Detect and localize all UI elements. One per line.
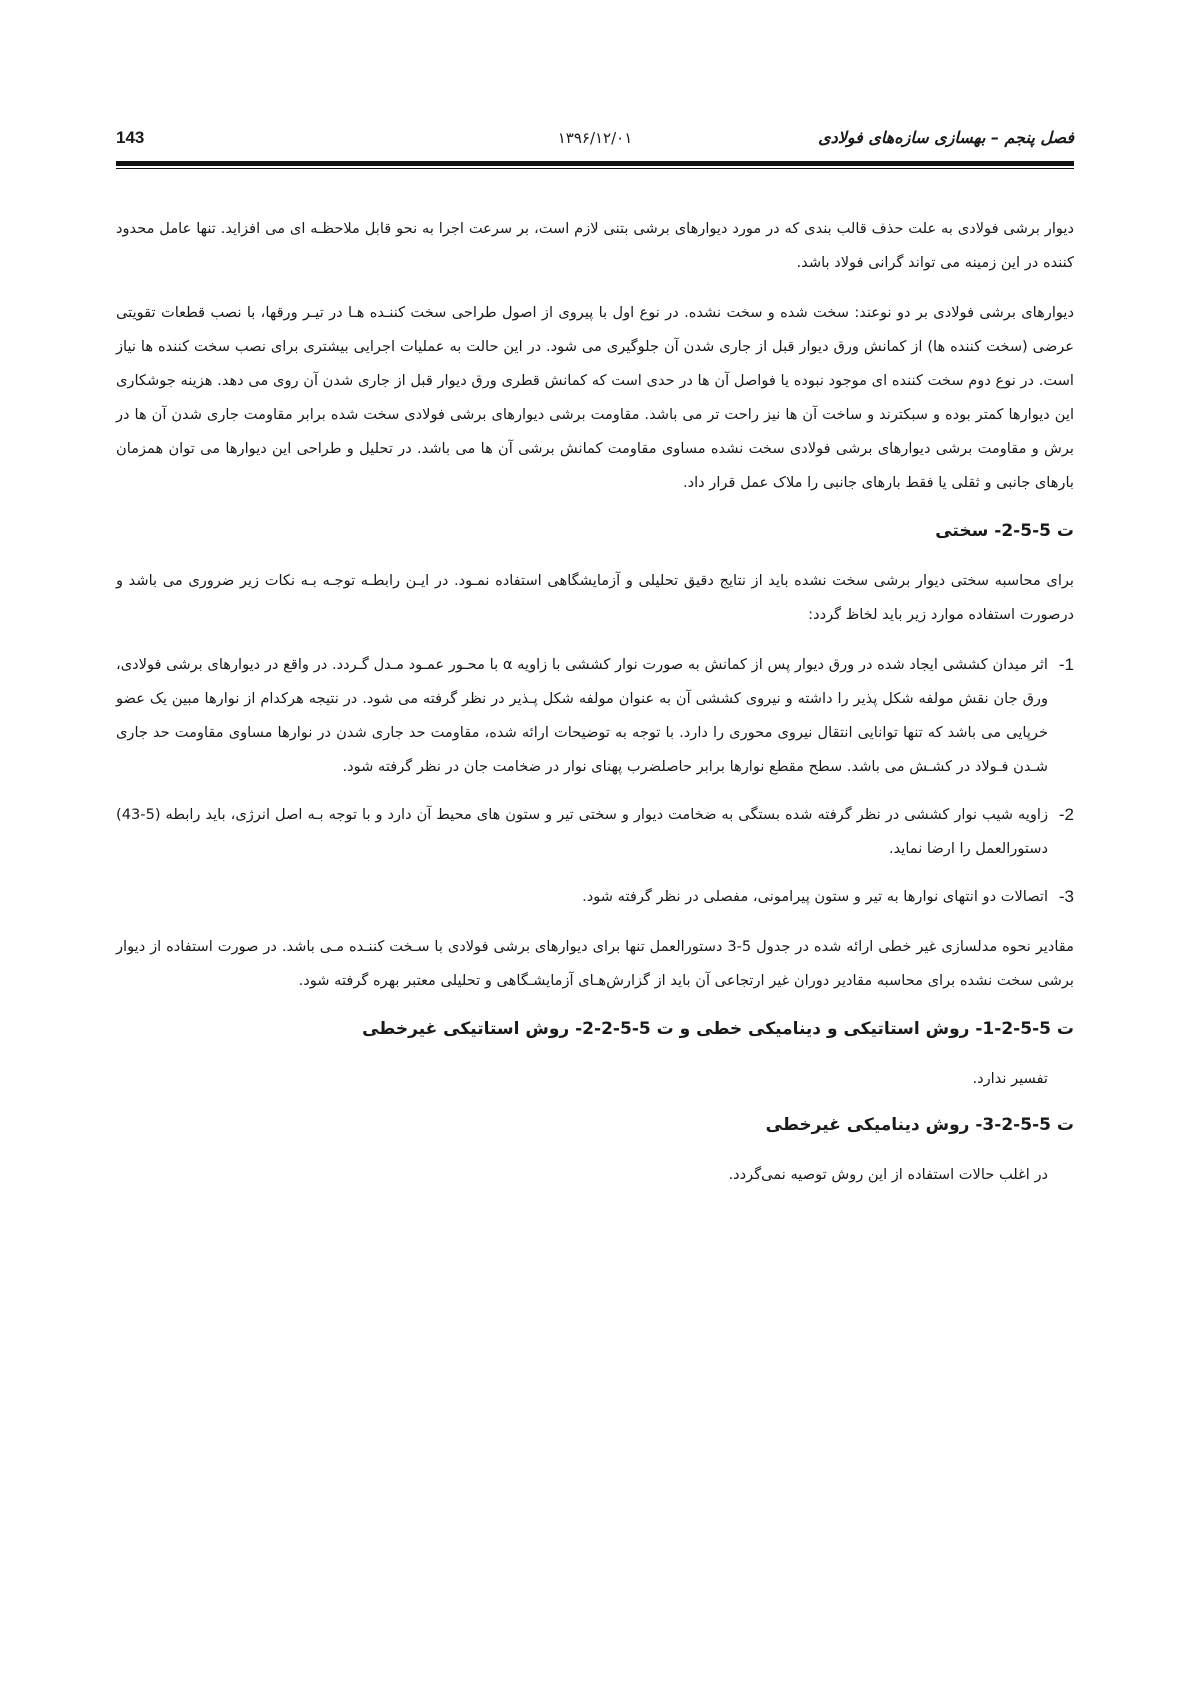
list-item-number: 1- bbox=[1058, 655, 1074, 674]
list-item bbox=[116, 798, 1074, 866]
paragraph-nonlinear-modeling: مقادیر نحوه مدلسازی غیر خطی ارائه شده در جدول 5-3 دستورالعمل تنها برای دیوارهای برشی فولادی با سـخت کننـده مـی باشد. در صورت استفاده از دیوار برشی سخت نشده برای محاسبه مقادیر دوران غیر ارتجاعی آن باید از گزارش‌هـای آزمایشـگاهی و تحلیلی معتبر بهره گرفته شود. bbox=[116, 938, 1074, 989]
page-header bbox=[116, 128, 1074, 158]
header-date: ۱۳۹۶/۱۲/۰۱ bbox=[557, 129, 633, 147]
stiffness-notes-list bbox=[116, 648, 1074, 914]
list-item-text: زاویه شیب نوار کششی در نظر گرفته شده بستگی به ضخامت دیوار و سختی تیر و ستون های محیط آن دارد و با توجه بـه اصل انرژی، باید رابطه (5-43) دستورالعمل را ارضا نماید. bbox=[116, 806, 1048, 857]
paragraph-wall-types: دیوارهای برشی فولادی بر دو نوعند: سخت شده و سخت نشده. در نوع اول با پیروی از اصول طراحی سخت کننـده هـا در تیـر ورقها، با نصب قطعات تقویتی عرضی (سخت کننده ها) از کمانش ورق دیوار قبل از جاری شدن آن جلوگیری می شود. در این حالت به عملیات اجرایی بیشتری برای نصب سخت کننده ها نیاز است. در نوع دوم سخت کننده ای موجود نبوده یا فواصل آن ها در حدی است که کمانش قطری ورق دیوار قبل از جاری شدن آن روی می دهد. هزینه جوشکاری این دیوارها کمتر بوده و سبکترند و ساخت آن ها نیز راحت تر می باشد. مقاومت برشی دیوارهای برشی فولادی سخت شده برابر مقاومت جاری شدن آن ها در برش و مقاومت برشی دیوارهای برشی فولادی سخت نشده مساوی مقاومت کمانش برشی آن ها می باشد. در تحلیل و طراحی این دیوارها می توان همزمان بارهای جانبی و ثقلی یا فقط بارهای جانبی را ملاک عمل قرار داد. bbox=[116, 304, 1074, 491]
list-item-text: اتصالات دو انتهای نوارها به تیر و ستون پیرامونی، مفصلی در نظر گرفته شود. bbox=[582, 888, 1048, 905]
list-item-number: 2- bbox=[1058, 805, 1074, 824]
page-number: 143 bbox=[116, 128, 145, 147]
paragraph-no-commentary: تفسیر ندارد. bbox=[972, 1070, 1048, 1087]
header-rule-thick bbox=[116, 161, 1074, 166]
chapter-title: فصل پنجم – بهسازی سازه‌های فولادی bbox=[818, 128, 1074, 147]
list-item bbox=[116, 648, 1074, 784]
paragraph-not-recommended: در اغلب حالات استفاده از این روش توصیه نمی‌گردد. bbox=[728, 1166, 1048, 1183]
list-item-number: 3- bbox=[1058, 887, 1074, 906]
paragraph-stiffness-intro: برای محاسبه سختی دیوار برشی سخت نشده باید از نتایج دقیق تحلیلی و آزمایشگاهی استفاده نمـود. در ایـن رابطـه توجـه بـه نکات زیر ضروری می باشد و درصورت استفاده موارد زیر باید لخاظ گردد: bbox=[116, 572, 1074, 623]
page-body bbox=[116, 212, 1074, 1204]
header-rule-thin bbox=[116, 168, 1074, 169]
section-heading-linear-methods: ت 5-5-2-1- روش استاتیکی و دینامیکی خطی و ت 5-5-2-2- روش استاتیکی غیرخطی bbox=[362, 1019, 1074, 1039]
list-item-text: اثر میدان کششی ایجاد شده در ورق دیوار پس از کمانش به صورت نوار کششی با زاویه α با محـور عمـود مـدل گـردد. در واقع در دیوارهای برشی فولادی، ورق جان نقش مولفه شکل پذیر را داشته و نیروی کششی آن به عنوان مولفه شکل پـذیر در نظر گرفته می شود. در نتیجه هرکدام از نوارها مبین یک عضو خرپایی می باشد که تنها توانایی انتقال نیروی محوری را دارد. با توجه به توضیحات ارائه شده، مقاومت حد جاری شدن در نوارها مساوی مقاومت حد جاری شـدن فـولاد در کشـش می باشد. سطح مقطع نوارها برابر حاصلضرب پهنای نوار در ضخامت جان در نظر گرفته شود. bbox=[116, 656, 1048, 775]
section-heading-stiffness: ت 5-5-2- سختی bbox=[935, 521, 1074, 541]
list-item bbox=[116, 880, 1074, 914]
section-heading-nonlinear-dynamic: ت 5-5-2-3- روش دینامیکی غیرخطی bbox=[765, 1115, 1074, 1135]
paragraph-steel-shear-wall-speed: دیوار برشی فولادی به علت حذف قالب بندی که در مورد دیوارهای برشی بتنی لازم است، بر سرعت اجرا به نحو قابل ملاحظـه ای می افزاید. تنها عامل محدود کننده در این زمینه می تواند گرانی فولاد باشد. bbox=[116, 220, 1074, 271]
